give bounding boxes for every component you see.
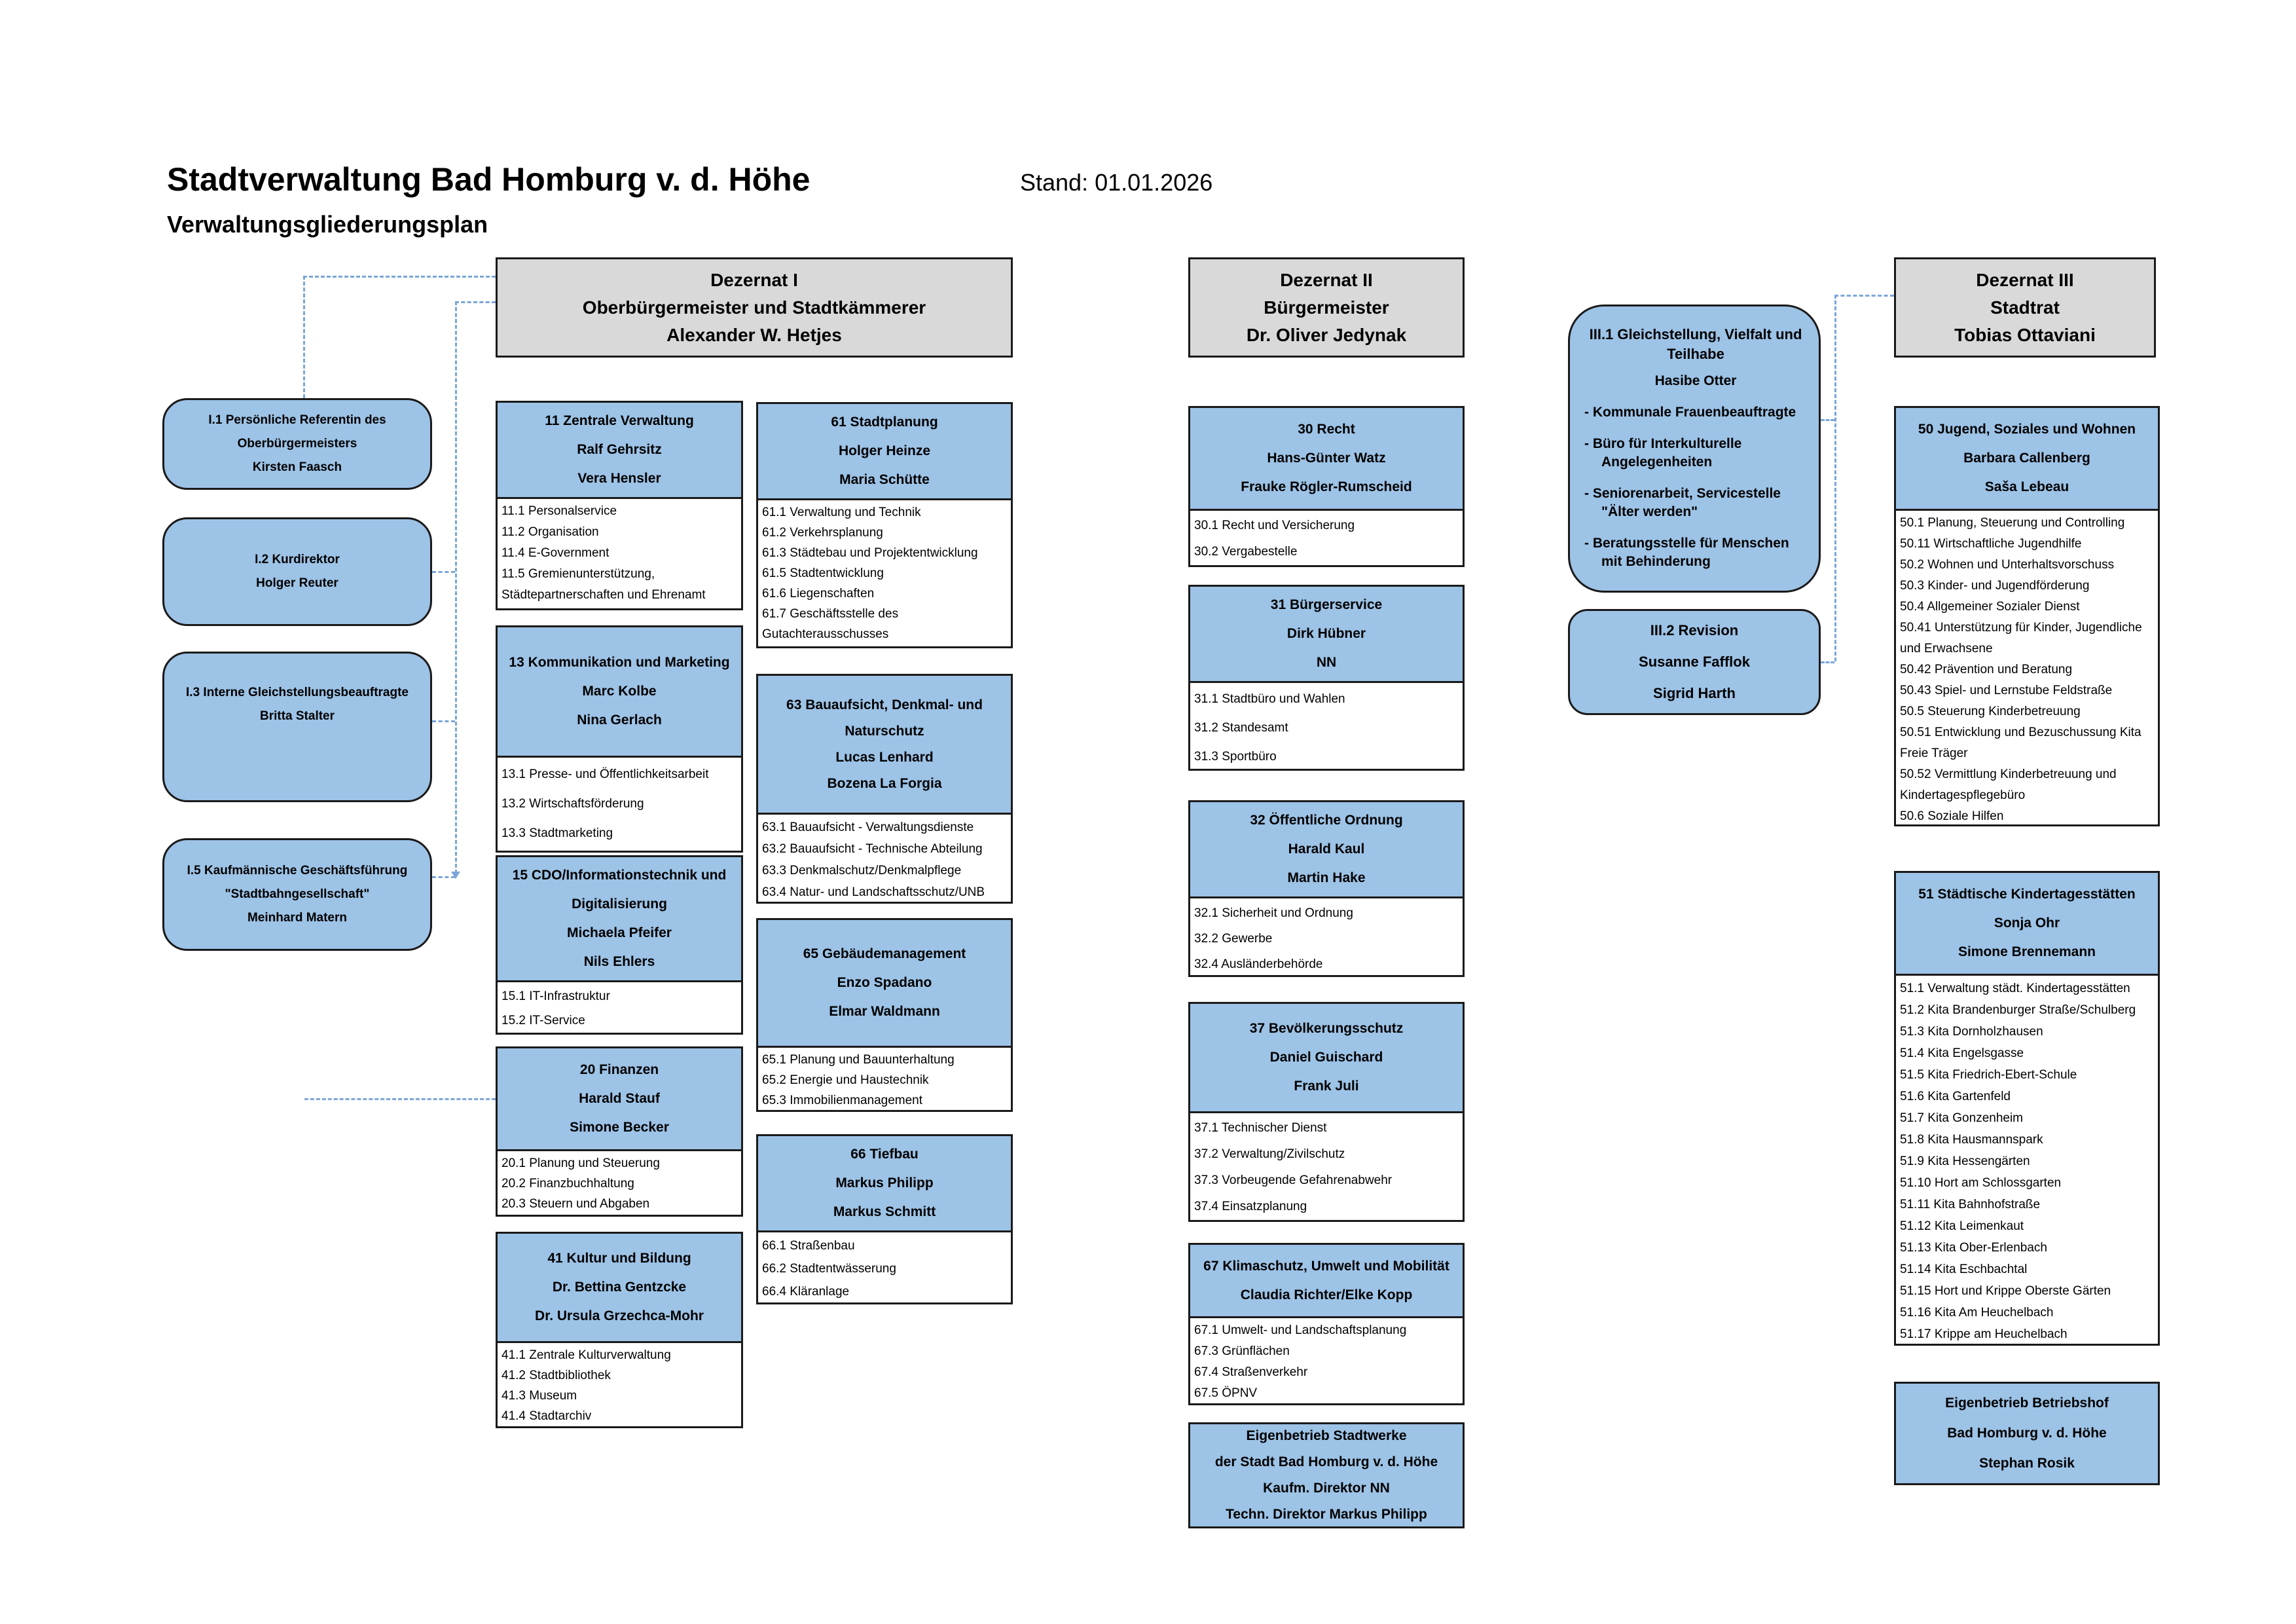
text-line: Lucas Lenhard xyxy=(835,749,934,765)
list-item: 51.16 Kita Am Heuchelbach xyxy=(1900,1306,2054,1320)
list-item: 51.8 Kita Hausmannspark xyxy=(1900,1133,2043,1147)
list-item: 63.1 Bauaufsicht - Verwaltungsdienste xyxy=(762,821,974,834)
list-item: - Büro für Interkulturelle Angelegenheiten xyxy=(1584,436,1742,470)
list-item: 66.1 Straßenbau xyxy=(762,1239,855,1253)
enterprise-betriebshof-box xyxy=(1894,1382,2160,1485)
office-box-63 xyxy=(756,674,1013,904)
text-line: Barbara Callenberg xyxy=(1963,451,2090,466)
list-item: 66.4 Kläranlage xyxy=(762,1285,850,1299)
list-item: 51.11 Kita Bahnhofstraße xyxy=(1900,1198,2041,1211)
list-item: 63.3 Denkmalschutz/Denkmalpflege xyxy=(762,864,962,877)
text-line: Alexander W. Hetjes xyxy=(666,324,842,345)
text-line: 65 Gebäudemanagement xyxy=(803,946,966,961)
office-41-header xyxy=(496,1232,743,1343)
connector-stub-i3 xyxy=(432,720,455,722)
text-line: 20 Finanzen xyxy=(579,1062,659,1077)
list-item: 50.43 Spiel- und Lernstube Feldstraße xyxy=(1900,684,2113,697)
list-item: 51.2 Kita Brandenburger Straße/Schulberg xyxy=(1900,1003,2136,1017)
connector-dez3-h xyxy=(1834,295,1894,297)
text-line: Simone Brennemann xyxy=(1958,944,2096,959)
office-box-32 xyxy=(1188,800,1465,977)
list-item: 13.2 Wirtschaftsförderung xyxy=(501,797,644,811)
list-item: 65.1 Planung und Bauunterhaltung xyxy=(762,1053,955,1067)
text-line: NN xyxy=(1316,655,1337,670)
list-item: 50.1 Planung, Steuerung und Controlling xyxy=(1900,516,2125,530)
dezernat-3-header xyxy=(1894,257,2156,358)
office-32-list xyxy=(1188,898,1465,977)
text-line: 51 Städtische Kindertagesstätten xyxy=(1918,887,2136,902)
text-line: Markus Philipp xyxy=(835,1175,934,1190)
office-61-list xyxy=(756,500,1013,648)
text-line: 66 Tiefbau xyxy=(850,1147,919,1162)
text-line: Techn. Direktor Markus Philipp xyxy=(1226,1507,1427,1522)
list-item: 61.3 Städtebau und Projektentwicklung xyxy=(762,546,978,560)
connector-stub-iii1 xyxy=(1821,419,1834,421)
text-line: Dezernat II xyxy=(1280,269,1373,290)
list-item: 67.4 Straßenverkehr xyxy=(1194,1365,1308,1379)
list-item: - Beratungsstelle für Menschen mit Behinderung xyxy=(1584,536,1789,569)
list-item: 50.5 Steuerung Kinderbetreuung xyxy=(1900,705,2081,718)
list-item: 30.2 Vergabestelle xyxy=(1194,545,1298,559)
text-line: Frank Juli xyxy=(1294,1079,1359,1094)
office-67-header xyxy=(1188,1243,1465,1318)
enterprise-stadtwerke-box xyxy=(1188,1422,1465,1528)
text-line: Hans-Günter Watz xyxy=(1267,451,1386,466)
list-item: 61.2 Verkehrsplanung xyxy=(762,526,883,540)
text-line: Nina Gerlach xyxy=(577,712,662,728)
office-box-37 xyxy=(1188,1002,1465,1222)
list-item: 11.5 Gremienunterstützung, Städtepartnerschaften und Ehrenamt xyxy=(501,567,706,602)
text-line: Sonja Ohr xyxy=(1994,915,2060,931)
office-11-list xyxy=(496,499,743,610)
list-item: 15.1 IT-Infrastruktur xyxy=(501,989,610,1003)
office-13-list xyxy=(496,758,743,853)
text-line: Sigrid Harth xyxy=(1653,685,1736,701)
text-line: Claudia Richter/Elke Kopp xyxy=(1240,1287,1413,1302)
text-line: Marc Kolbe xyxy=(582,684,657,699)
office-20-list xyxy=(496,1151,743,1217)
list-item: 61.5 Stadtentwicklung xyxy=(762,566,884,580)
text-line: Kirsten Faasch xyxy=(252,460,342,474)
text-line: 41 Kultur und Bildung xyxy=(547,1251,691,1266)
text-line: I.2 Kurdirektor xyxy=(255,553,340,566)
list-item: 61.7 Geschäftsstelle des Gutachterausschusses xyxy=(762,607,899,641)
iii1-bullet-list xyxy=(1584,403,1807,571)
text-line: 31 Bürgerservice xyxy=(1270,597,1383,612)
office-66-list xyxy=(756,1232,1013,1304)
office-65-header xyxy=(756,918,1013,1048)
list-item: 67.5 ÖPNV xyxy=(1194,1386,1258,1400)
list-item: 31.1 Stadtbüro und Wahlen xyxy=(1194,692,1345,706)
list-item: 63.4 Natur- und Landschaftsschutz/UNB xyxy=(762,885,985,899)
office-51-list xyxy=(1894,976,2160,1346)
list-item: 11.4 E-Government xyxy=(501,546,610,560)
text-line: 32 Öffentliche Ordnung xyxy=(1250,813,1403,828)
office-box-15 xyxy=(496,855,743,1035)
text-line: Tobias Ottaviani xyxy=(1954,324,2096,345)
text-line: 15 CDO/Informationstechnik und Digitalisierung xyxy=(512,868,727,912)
list-item: 50.52 Vermittlung Kinderbetreuung und Kindertagespflegebüro xyxy=(1900,767,2117,802)
office-37-list xyxy=(1188,1113,1465,1222)
office-box-66 xyxy=(756,1134,1013,1304)
staff-box-iii1 xyxy=(1568,304,1821,593)
text-line: Ralf Gehrsitz xyxy=(577,442,662,457)
list-item: 37.1 Technischer Dienst xyxy=(1194,1121,1327,1135)
text-line: Markus Schmitt xyxy=(833,1204,936,1219)
office-box-11 xyxy=(496,401,743,610)
page-title: Stadtverwaltung Bad Homburg v. d. Höhe xyxy=(167,161,811,198)
text-line: Simone Becker xyxy=(570,1120,669,1135)
list-item: 31.2 Standesamt xyxy=(1194,721,1288,735)
list-item: 50.41 Unterstützung für Kinder, Jugendliche und Erwachsene xyxy=(1900,621,2142,655)
office-63-header xyxy=(756,674,1013,815)
text-line: I.3 Interne Gleichstellungsbeauftragte xyxy=(186,686,409,699)
list-item: 11.2 Organisation xyxy=(501,525,599,539)
text-line: Dr. Oliver Jedynak xyxy=(1246,324,1407,345)
staff-box-i5 xyxy=(162,838,432,951)
text-line: Dirk Hübner xyxy=(1286,626,1366,641)
text-line: Michaela Pfeifer xyxy=(567,925,672,940)
text-line: Dezernat III xyxy=(1976,269,2074,290)
office-63-list xyxy=(756,815,1013,904)
office-11-header xyxy=(496,401,743,499)
connector-dez1-staff-v xyxy=(455,301,457,874)
text-line: Britta Stalter xyxy=(259,709,335,723)
office-50-header xyxy=(1894,406,2160,511)
list-item: - Kommunale Frauenbeauftragte xyxy=(1584,405,1796,420)
list-item: 51.4 Kita Engelsgasse xyxy=(1900,1046,2024,1060)
text-line: 50 Jugend, Soziales und Wohnen xyxy=(1918,422,2136,437)
list-item: 41.4 Stadtarchiv xyxy=(501,1409,592,1423)
text-line: Bad Homburg v. d. Höhe xyxy=(1947,1426,2107,1441)
text-line: 61 Stadtplanung xyxy=(831,415,938,430)
list-item: 41.2 Stadtbibliothek xyxy=(501,1369,611,1382)
list-item: 41.1 Zentrale Kulturverwaltung xyxy=(501,1348,671,1362)
text-line: Eigenbetrieb Betriebshof xyxy=(1945,1395,2109,1411)
office-box-67 xyxy=(1188,1243,1465,1405)
connector-stub-i2 xyxy=(432,571,455,573)
office-31-header xyxy=(1188,585,1465,683)
text-line: Eigenbetrieb Stadtwerke xyxy=(1246,1428,1407,1443)
list-item: 51.6 Kita Gartenfeld xyxy=(1900,1090,2011,1103)
office-67-list xyxy=(1188,1318,1465,1405)
office-41-list xyxy=(496,1343,743,1428)
list-item: 41.3 Museum xyxy=(501,1389,577,1403)
text-line: 11 Zentrale Verwaltung xyxy=(545,413,694,428)
list-item: 37.4 Einsatzplanung xyxy=(1194,1200,1307,1213)
office-box-31 xyxy=(1188,585,1465,771)
list-item: 50.42 Prävention und Beratung xyxy=(1900,663,2073,676)
list-item: 66.2 Stadtentwässerung xyxy=(762,1262,896,1276)
office-box-65 xyxy=(756,918,1013,1112)
text-line: Dezernat I xyxy=(710,269,798,290)
list-item: 51.15 Hort und Krippe Oberste Gärten xyxy=(1900,1284,2111,1298)
office-20-header xyxy=(496,1046,743,1151)
list-item: 30.1 Recht und Versicherung xyxy=(1194,519,1355,532)
text-line: Maria Schütte xyxy=(839,472,930,487)
office-65-list xyxy=(756,1048,1013,1112)
text-line: Dr. Bettina Gentzcke xyxy=(552,1280,687,1295)
text-line: Vera Hensler xyxy=(577,471,661,486)
list-item: 50.6 Soziale Hilfen xyxy=(1900,809,2004,823)
office-box-41 xyxy=(496,1232,743,1428)
office-box-30 xyxy=(1188,406,1465,567)
list-item: 20.2 Finanzbuchhaltung xyxy=(501,1177,634,1190)
list-item: 67.3 Grünflächen xyxy=(1194,1344,1290,1358)
date-stamp: Stand: 01.01.2026 xyxy=(1020,169,1213,196)
list-item: 51.7 Kita Gonzenheim xyxy=(1900,1111,2024,1125)
list-item: 32.1 Sicherheit und Ordnung xyxy=(1194,906,1353,920)
list-item: 13.1 Presse- und Öffentlichkeitsarbeit xyxy=(501,767,709,781)
list-item: 63.2 Bauaufsicht - Technische Abteilung xyxy=(762,842,983,856)
text-line: Martin Hake xyxy=(1287,870,1366,885)
office-box-20 xyxy=(496,1046,743,1217)
text-line: Harald Kaul xyxy=(1288,841,1365,857)
text-line: Enzo Spadano xyxy=(837,975,932,990)
list-item: 61.1 Verwaltung und Technik xyxy=(762,506,921,519)
staff-box-i3 xyxy=(162,652,432,802)
connector-dez1-i1-v xyxy=(303,276,305,398)
list-item: 51.13 Kita Ober-Erlenbach xyxy=(1900,1241,2047,1255)
office-50-list xyxy=(1894,511,2160,826)
text-line: Saša Lebeau xyxy=(1984,479,2069,494)
text-line: "Stadtbahngesellschaft" xyxy=(225,887,370,901)
office-51-header xyxy=(1894,871,2160,976)
text-line: Bozena La Forgia xyxy=(827,775,942,791)
office-37-header xyxy=(1188,1002,1465,1113)
office-32-header xyxy=(1188,800,1465,898)
list-item: 51.14 Kita Eschbachtal xyxy=(1900,1263,2028,1276)
connector-dez1-i1-h xyxy=(303,276,496,278)
text-line: Meinhard Matern xyxy=(247,911,348,925)
office-30-list xyxy=(1188,511,1465,567)
iii1-name: Hasibe Otter xyxy=(1654,373,1737,388)
staff-box-i2 xyxy=(162,517,432,626)
text-line: Holger Reuter xyxy=(256,576,338,590)
page-subtitle: Verwaltungsgliederungsplan xyxy=(167,211,488,238)
iii1-title: III.1 Gleichstellung, Vielfalt und Teilhabe xyxy=(1589,326,1802,362)
list-item: 51.17 Krippe am Heuchelbach xyxy=(1900,1327,2068,1341)
list-item: 31.3 Sportbüro xyxy=(1194,750,1277,764)
list-item: 51.10 Hort am Schlossgarten xyxy=(1900,1176,2062,1190)
text-line: Kaufm. Direktor NN xyxy=(1263,1481,1390,1496)
dezernat-1-header xyxy=(496,257,1013,358)
list-item: 32.2 Gewerbe xyxy=(1194,932,1273,946)
office-30-header xyxy=(1188,406,1465,511)
text-line: 13 Kommunikation und Marketing xyxy=(509,655,730,670)
list-item: 51.5 Kita Friedrich-Ebert-Schule xyxy=(1900,1068,2077,1082)
office-box-50 xyxy=(1894,406,2160,826)
connector-stub-iii2 xyxy=(1821,661,1834,663)
list-item: 37.3 Vorbeugende Gefahrenabwehr xyxy=(1194,1173,1393,1187)
text-line: Oberbürgermeister und Stadtkämmerer xyxy=(582,297,926,318)
text-line: I.5 Kaufmännische Geschäftsführung xyxy=(187,864,408,877)
text-line: Elmar Waldmann xyxy=(829,1004,940,1019)
list-item: 13.3 Stadtmarketing xyxy=(501,826,613,840)
list-item: 50.11 Wirtschaftliche Jugendhilfe xyxy=(1900,537,2082,551)
text-line: 37 Bevölkerungsschutz xyxy=(1249,1021,1404,1036)
list-item: 61.6 Liegenschaften xyxy=(762,587,875,600)
list-item: 65.3 Immobilienmanagement xyxy=(762,1094,923,1107)
list-item: 50.51 Entwicklung und Bezuschussung Kita Freie Träger xyxy=(1900,726,2141,760)
office-66-header xyxy=(756,1134,1013,1232)
office-61-header xyxy=(756,402,1013,500)
staff-box-iii2 xyxy=(1568,609,1821,715)
text-line: 63 Bauaufsicht, Denkmal- und Naturschutz xyxy=(786,697,983,739)
connector-finanzen-h xyxy=(304,1098,496,1100)
list-item: 11.1 Personalservice xyxy=(501,504,617,518)
text-line: Nils Ehlers xyxy=(583,954,655,969)
office-box-61 xyxy=(756,402,1013,648)
text-line: Dr. Ursula Grzechca-Mohr xyxy=(535,1308,704,1323)
text-line: Bürgermeister xyxy=(1264,297,1389,318)
staff-box-i1 xyxy=(162,398,432,490)
text-line: III.2 Revision xyxy=(1650,622,1739,638)
text-line: der Stadt Bad Homburg v. d. Höhe xyxy=(1214,1454,1438,1469)
text-line: Daniel Guischard xyxy=(1269,1050,1383,1065)
text-line: Frauke Rögler-Rumscheid xyxy=(1241,479,1412,494)
list-item: 51.12 Kita Leimenkaut xyxy=(1900,1219,2024,1233)
list-item: 32.4 Ausländerbehörde xyxy=(1194,957,1323,971)
list-item: - Seniorenarbeit, Servicestelle "Älter werden" xyxy=(1584,486,1781,519)
text-line: I.1 Persönliche Referentin des Oberbürgermeisters xyxy=(208,413,386,451)
text-line: Stephan Rosik xyxy=(1979,1456,2075,1471)
dezernat-2-header xyxy=(1188,257,1465,358)
list-item: 50.2 Wohnen und Unterhaltsvorschuss xyxy=(1900,558,2115,572)
list-item: 15.2 IT-Service xyxy=(501,1014,585,1027)
office-box-51 xyxy=(1894,871,2160,1346)
text-line: Harald Stauf xyxy=(579,1091,660,1106)
list-item: 50.4 Allgemeiner Sozialer Dienst xyxy=(1900,600,2080,614)
office-31-list xyxy=(1188,683,1465,771)
list-item: 20.3 Steuern und Abgaben xyxy=(501,1197,650,1211)
list-item: 67.1 Umwelt- und Landschaftsplanung xyxy=(1194,1323,1407,1337)
text-line: Susanne Fafflok xyxy=(1639,654,1750,670)
list-item: 20.1 Planung und Steuerung xyxy=(501,1156,660,1170)
list-item: 51.3 Kita Dornholzhausen xyxy=(1900,1025,2043,1039)
list-item: 50.3 Kinder- und Jugendförderung xyxy=(1900,579,2090,593)
office-box-13 xyxy=(496,625,743,853)
connector-dez3-v xyxy=(1834,295,1836,661)
text-line: Stadtrat xyxy=(1990,297,2060,318)
office-15-list xyxy=(496,982,743,1035)
text-line: 67 Klimaschutz, Umwelt und Mobilität xyxy=(1203,1258,1449,1274)
connector-dez1-staff-h xyxy=(455,301,496,303)
list-item: 51.9 Kita Hessengärten xyxy=(1900,1154,2030,1168)
list-item: 51.1 Verwaltung städt. Kindertagesstätten xyxy=(1900,982,2130,995)
list-item: 37.2 Verwaltung/Zivilschutz xyxy=(1194,1147,1345,1161)
text-line: Holger Heinze xyxy=(838,443,931,458)
text-line: 30 Recht xyxy=(1298,422,1355,437)
connector-arrow-icon xyxy=(451,872,460,879)
office-13-header xyxy=(496,625,743,758)
list-item: 65.2 Energie und Haustechnik xyxy=(762,1073,929,1087)
office-15-header xyxy=(496,855,743,982)
